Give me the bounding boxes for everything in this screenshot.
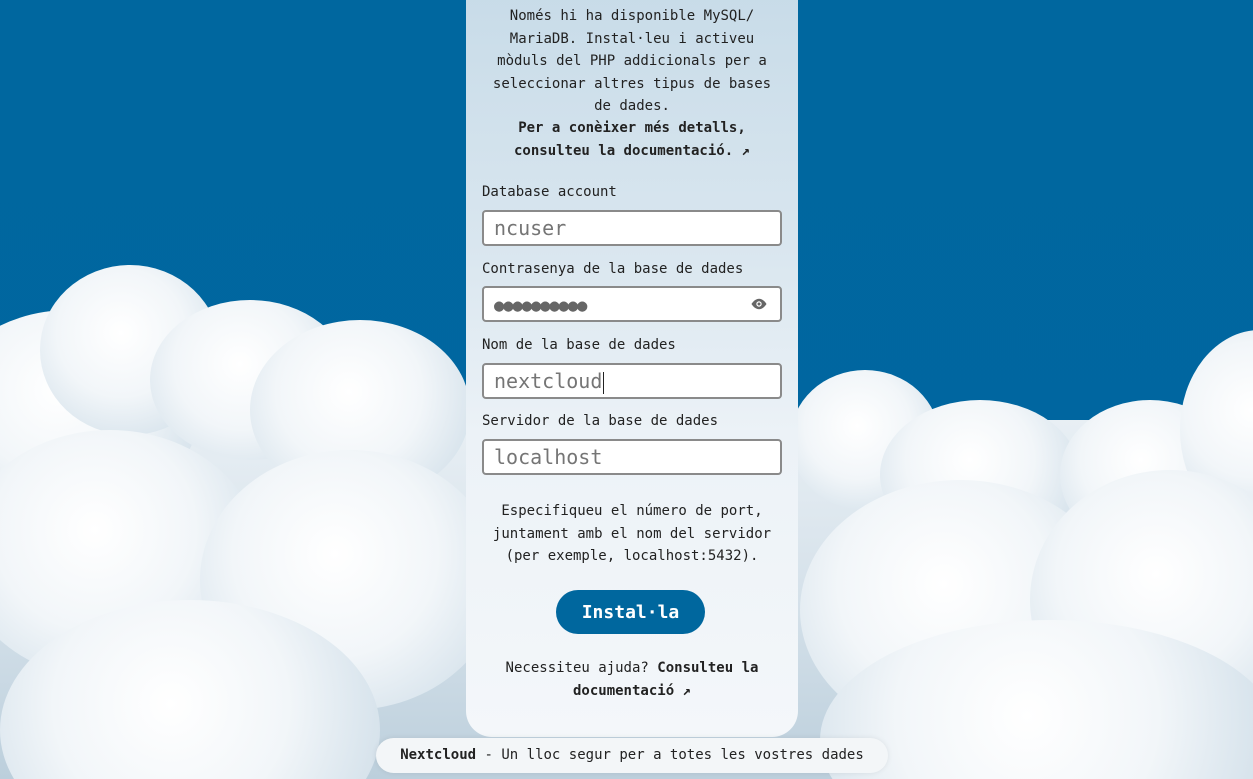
hint-line: juntament amb el nom del servidor — [492, 525, 772, 542]
database-info-text — [482, 5, 782, 118]
database-host-value: localhost — [494, 445, 603, 469]
port-hint-text — [482, 500, 782, 568]
footer-brand-link[interactable]: Nextcloud — [400, 747, 477, 763]
database-name-value: nextcloud — [494, 369, 603, 393]
help-documentation-link[interactable]: Consulteu la — [657, 660, 759, 676]
install-button[interactable]: Instal·la — [556, 590, 705, 634]
eye-icon[interactable] — [750, 297, 768, 311]
documentation-link[interactable] — [482, 117, 782, 163]
database-account-value: ncuser — [494, 216, 567, 240]
info-line: Només hi ha disponible MySQL/ — [509, 8, 755, 24]
database-name-label: Nom de la base de dades — [482, 337, 676, 353]
documentation-link-line[interactable]: Per a conèixer més detalls, — [518, 120, 746, 136]
database-host-input[interactable] — [482, 439, 782, 475]
help-text — [482, 657, 782, 702]
help-documentation-link[interactable]: documentació ↗ — [572, 682, 691, 699]
info-line: MariaDB. Instal·leu i activeu — [509, 30, 755, 47]
info-line: seleccionar altres tipus de bases — [492, 75, 772, 92]
hint-line: (per exemple, localhost:5432). — [505, 548, 759, 564]
footer — [376, 738, 888, 773]
database-account-label: Database account — [482, 184, 617, 200]
hint-line: Especifiqueu el número de port, — [501, 503, 763, 519]
footer-tagline: - Un lloc segur per a totes les vostres dades — [476, 747, 864, 763]
database-name-input[interactable] — [482, 363, 782, 399]
database-account-input[interactable] — [482, 210, 782, 246]
database-password-label: Contrasenya de la base de dades — [482, 261, 744, 277]
text-caret — [603, 372, 604, 394]
database-password-input[interactable] — [482, 286, 782, 322]
password-dots: ●●●●●●●●●● — [494, 296, 587, 316]
documentation-link-line[interactable]: consulteu la documentació. ↗ — [513, 143, 750, 159]
help-prefix: Necessiteu ajuda? — [505, 660, 649, 676]
info-line: mòduls del PHP addicionals per a — [497, 53, 767, 69]
info-line: de dades. — [594, 98, 670, 114]
database-host-label: Servidor de la base de dades — [482, 413, 719, 429]
